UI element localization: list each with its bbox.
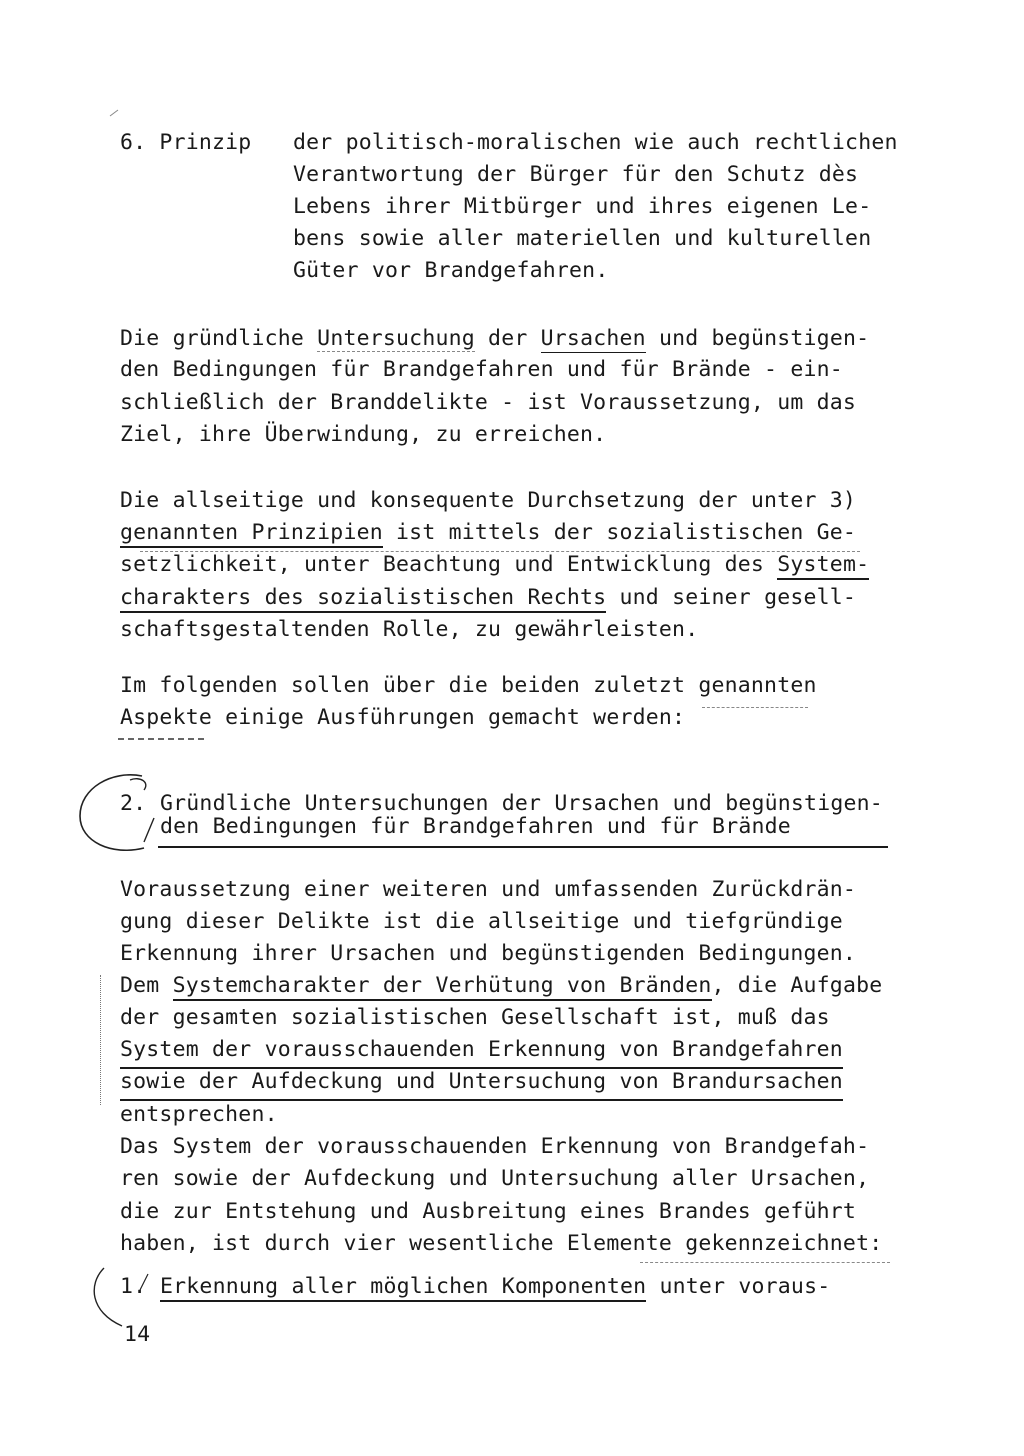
para1-line-3: schließlich der Branddelikte - ist Voraussetzung, um das — [120, 390, 857, 415]
para4-line-4: Dem Systemcharakter der Verhütung von Bränden, die Aufgabe — [120, 969, 882, 1002]
list-number: 1. — [120, 1274, 147, 1299]
faint-dashed-rule-4 — [640, 1262, 890, 1263]
para5-line-4: haben, ist durch vier wesentliche Elemente gekennzeichnet: — [120, 1231, 883, 1256]
para4-line-6: System der vorausschauenden Erkennung von Brandgefahren — [120, 1033, 843, 1069]
principle-line-5: Güter vor Brandgefahren. — [293, 258, 609, 283]
para2-line-3: setzlichkeit, unter Beachtung und Entwicklung des System- — [120, 548, 869, 581]
para5-line-3: die zur Entstehung und Ausbreitung eines Brandes geführt — [120, 1199, 857, 1224]
para2-line-2: genannten Prinzipien ist mittels der sozialistischen Ge- — [120, 516, 856, 549]
para4-line-2: gung dieser Delikte ist die allseitige und tiefgründige — [120, 909, 843, 934]
para1-line-4: Ziel, ihre Überwindung, zu erreichen. — [120, 422, 607, 447]
faint-dashed-rule-3 — [118, 738, 204, 740]
para4-line-3: Erkennung ihrer Ursachen und begünstigenden Bedingungen. — [120, 941, 857, 966]
underlined-genannten-prinzipien: genannten Prinzipien — [120, 520, 383, 548]
underlined-untersuchung: Untersuchung — [317, 326, 475, 351]
para4-line-7: sowie der Aufdeckung und Untersuchung von Brandursachen — [120, 1065, 843, 1101]
page-number: 14 — [124, 1322, 151, 1347]
section-title-line-1: Gründliche Untersuchungen der Ursachen und begünstigen- — [160, 791, 883, 816]
principle-line-1: der politisch-moralischen wie auch rechtlichen — [293, 130, 898, 155]
underlined-erkennung: Erkennung aller möglichen Komponenten — [160, 1274, 646, 1302]
para2-line-1: Die allseitige und konsequente Durchsetzung der unter 3) — [120, 488, 857, 513]
margin-dotted-line — [100, 975, 101, 1105]
section-number: 2. — [120, 791, 147, 816]
principle-line-3: Lebens ihrer Mitbürger und ihres eigenen Le- — [293, 194, 872, 219]
para1-line-2: den Bedingungen für Brandgefahren und für Brände - ein- — [120, 357, 843, 382]
stray-mark — [108, 108, 122, 118]
underlined-charakters: charakters des sozialistischen Rechts — [120, 585, 606, 613]
underlined-system: System- — [777, 552, 869, 580]
underlined-systemcharakter: Systemcharakter der Verhütung von Bränden — [173, 973, 712, 1001]
para4-line-8: entsprechen. — [120, 1102, 278, 1127]
para2-line-4: charakters des sozialistischen Rechts und seiner gesell- — [120, 581, 856, 614]
para5-line-2: ren sowie der Aufdeckung und Untersuchung aller Ursachen, — [120, 1166, 870, 1191]
principle-number: 6. Prinzip — [120, 130, 252, 155]
list-item-1: Erkennung aller möglichen Komponenten unter voraus- — [160, 1270, 830, 1303]
principle-line-4: bens sowie aller materiellen und kulturellen — [293, 226, 872, 251]
principle-line-2: Verantwortung der Bürger für den Schutz dès — [293, 162, 859, 187]
para3-line-1: Im folgenden sollen über die beiden zuletzt genannten — [120, 673, 817, 698]
para1-line-1: Die gründliche Untersuchung der Ursachen und begünstigen- — [120, 326, 870, 351]
section-title-line-2: den Bedingungen für Brandgefahren und für Brände — [160, 814, 791, 839]
para5-line-1: Das System der vorausschauenden Erkennung von Brandgefah- — [120, 1134, 870, 1159]
para4-line-1: Voraussetzung einer weiteren und umfassenden Zurückdrän- — [120, 877, 857, 902]
para3-line-2: Aspekte einige Ausführungen gemacht werden: — [120, 705, 686, 730]
para4-line-5: der gesamten sozialistischen Gesellschaft ist, muß das — [120, 1005, 830, 1030]
section-underline — [158, 846, 888, 848]
faint-dashed-rule-2 — [702, 707, 808, 708]
para2-line-5: schaftsgestaltenden Rolle, zu gewährleisten. — [120, 617, 699, 642]
underlined-ursachen: Ursachen — [540, 326, 646, 351]
